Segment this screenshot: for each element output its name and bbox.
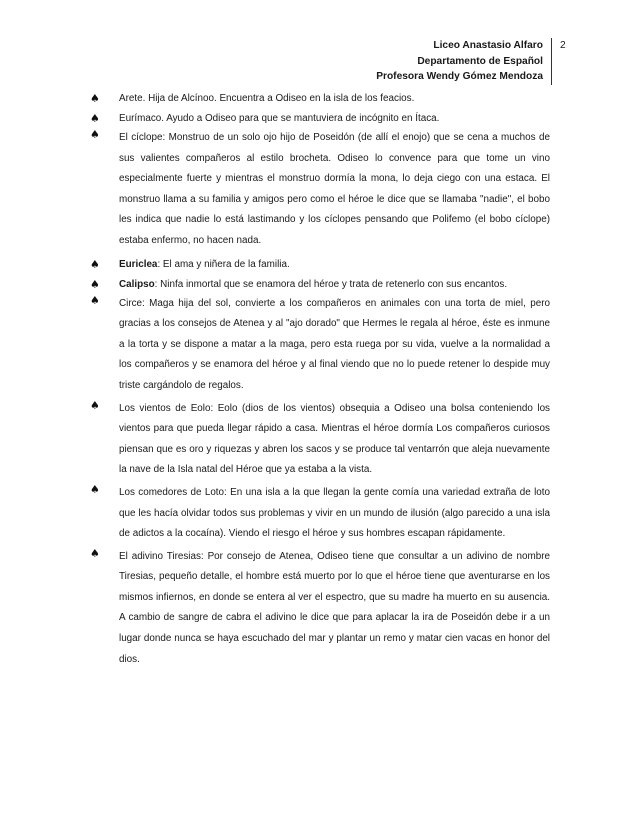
item-text: Los vientos de Eolo: Eolo (dios de los vientos) obsequia a Odiseo una bolsa conteniendo los vientos para que pueda llegar rápido a casa. Mientras el héroe dormía Los compañeros curiosos piensan que es oro y riquezas y abren los sacos y se produce tal ventarrón que aleja nuevamente la nave de la Isla natal del Héroe que ya estaba a la vista. [119, 402, 550, 476]
item-text: Circe: Maga hija del sol, convierte a los compañeros en animales con una torta de miel, pero gracias a los consejos de Atenea y al "ajo dorado" que Hermes le regala al héroe, éste es inmune a la torta y se dispone a matar a la maga, pero esta ruega por su vida, vuelve a la normalidad a los compañeros y se enamora del héroe y al final viendo que no lo puede retener lo despide muy triste cargándolo de regalos. [119, 297, 550, 391]
spade-bullet-icon: ♠ [90, 92, 100, 105]
spade-bullet-icon: ♠ [90, 293, 100, 307]
spade-bullet-icon: ♠ [90, 257, 100, 271]
list-item [90, 547, 550, 671]
list-item [90, 128, 550, 252]
item-text: El adivino Tiresias: Por consejo de Atenea, Odiseo tiene que consultar a un adivino de nombre Tiresias, pequeño detalle, el hombre está muerto por lo que el héroe tiene que aventurarse en los mismos infiernos, en donde se entera al ver el espectro, que su madre ha muerto en su ausencia. A cambio de sangre de cabra el adivino le dice que para aplacar la ira de Poseidón debe ir a un lugar donde nunca se haya escuchado del mar y plantar un remo y matar cien vacas en honor del dios. [119, 550, 550, 665]
list-item [90, 399, 550, 481]
spade-bullet-icon: ♠ [90, 128, 100, 141]
department-name: Departamento de Español [417, 55, 543, 67]
document-header [376, 38, 552, 85]
spade-bullet-icon: ♠ [90, 398, 100, 412]
item-text: El cíclope: Monstruo de un solo ojo hijo de Poseidón (de allí el enojo) que se cena a muchos de sus valientes compañeros al estilo brocheta. Odiseo lo convence para que tome un vino especialmente fuerte y mientras el monstruo dormía la mona, lo deja ciego con una estaca. El monstruo llama a su familia y amigos pero como el héroe le dice que se llamaba "nadie", el bobo les indica que nadie lo está lastimando y los cíclopes pensando que Polifemo (el bobo cíclope) estaba enfermo, no hacen nada. [119, 132, 550, 246]
school-name: Liceo Anastasio Alfaro [433, 40, 543, 51]
spade-bullet-icon: ♠ [90, 482, 100, 496]
list-item [90, 278, 550, 292]
spade-bullet-icon: ♠ [90, 112, 100, 125]
item-term: Calipso [119, 278, 155, 290]
teacher-name: Profesora Wendy Gómez Mendoza [376, 71, 543, 82]
list-item [90, 483, 550, 545]
item-text: Los comedores de Loto: En una isla a la que llegan la gente comía una variedad extraña de loto que les hacía olvidar todos sus problemas y vivir en un mundo de ilusión (algo parecido a una isla de adictos a la cocaína). Viendo el riesgo el héroe y sus hombres escapan rápidamente. [119, 486, 550, 540]
list-item [90, 92, 550, 106]
list-item [90, 258, 550, 272]
item-term: Euriclea [119, 258, 158, 270]
spade-bullet-icon: ♠ [90, 546, 100, 560]
list-item [90, 112, 550, 126]
character-list [90, 92, 550, 670]
list-item [90, 294, 550, 397]
item-text: : El ama y niñera de la familia. [157, 258, 290, 270]
item-text: Arete. Hija de Alcínoo. Encuentra a Odiseo en la isla de los feacios. [119, 93, 415, 104]
item-text: : Ninfa inmortal que se enamora del héroe y trata de retenerlo con sus encantos. [154, 278, 508, 290]
item-text: Eurímaco. Ayudo a Odiseo para que se mantuviera de incógnito en Ítaca. [119, 113, 440, 124]
page-number: 2 [560, 40, 566, 51]
spade-bullet-icon: ♠ [90, 277, 100, 291]
